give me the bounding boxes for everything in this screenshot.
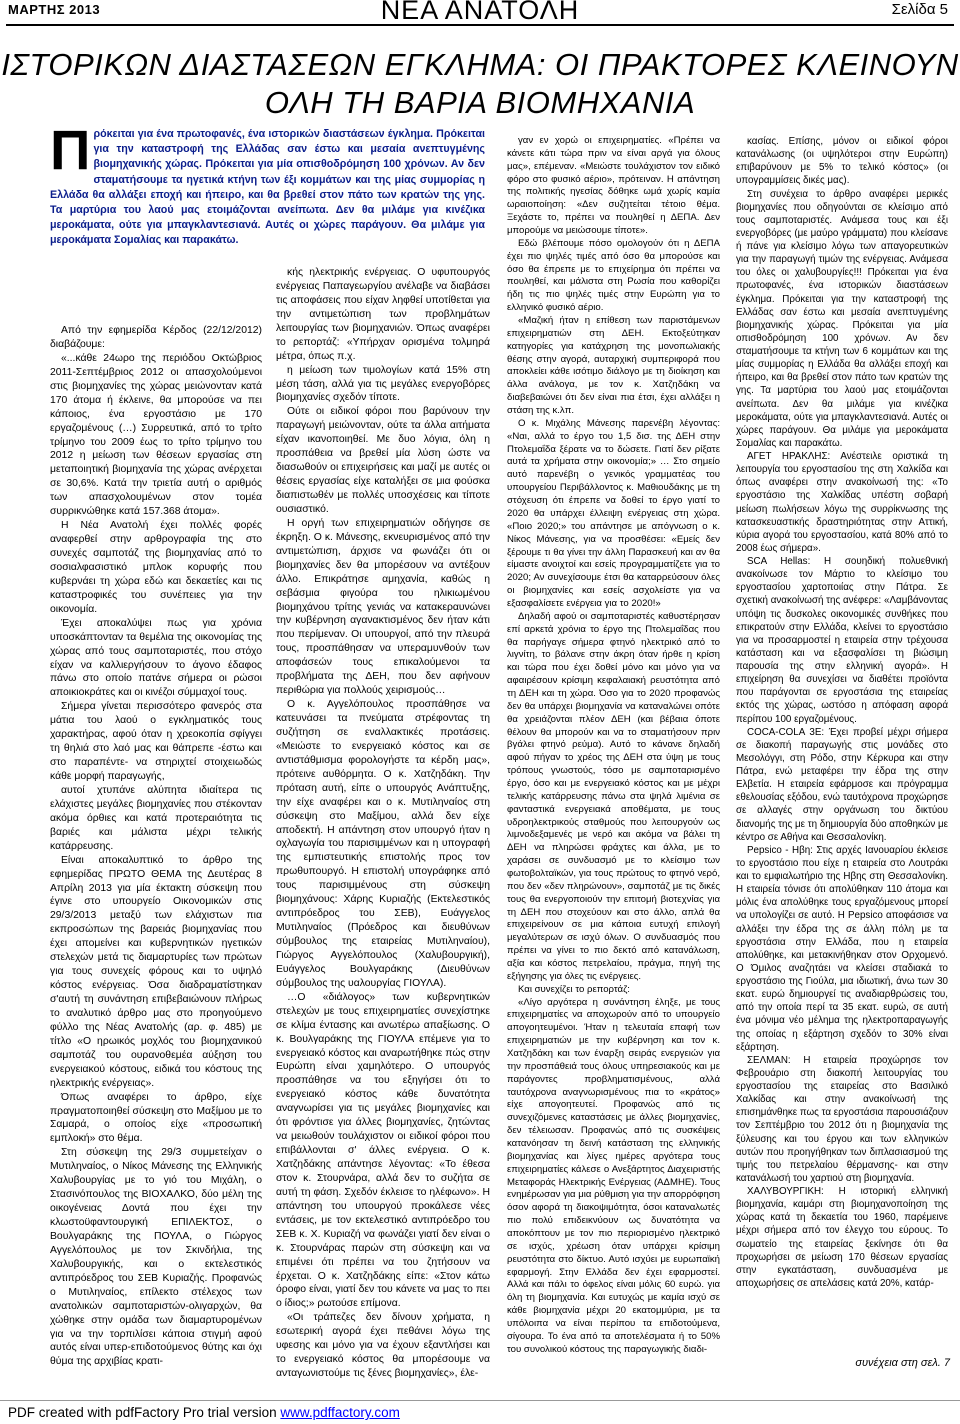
paragraph: Ούτε οι ειδικοί φόροι που βαρύνουν την παραγωγή μειώνονταν, ούτε τα άλλα αιτήματα είχαν ικανοποιηθεί. Με δυο λόγια, όλη η προσπάθεια να βρεθεί μία λύση ώστε να διασωθούν οι επιχειρήσεις και μαζί με αυτές οι θέσεις εργασίας είχε καταλήξει σε μια φούσκα διαπιστωθέν με πολλές υποσχέσεις και τίποτε ουσιαστικό. xyxy=(276,406,490,515)
paragraph: Δηλαδή αφού οι σαμποταριστές καθυστέρησαν επί αρκετά χρόνια το έργο της Πτολεμαΐδας που θα παρήγαγε σήμερα φτηνό ηλεκτρικό από το λιγνίτη, το βάλανε στην άκρη όταν ήρθε η κρίση και τώρα που έχει δοθεί μόνο και μόνο για να αφαιρέσουν κρίσιμη κεφαλαιακή ρευστότητα από τη ΔΕΗ και τη χώρα. Όσο για το 2020 προφανώς δεν θα υπάρχει βιομηχανία να καταναλώνει οπότε θα χρειάζονται πλέον ΔΕΗ (και βέβαια όποτε θέλουν θα μπορούν και να το σταματήσουν πριν βγάλει φτηνό ρεύμα). Αυτό το κάνανε δηλαδή αφού πήγαν το χρέος της ΔΕΗ στα ύψη με τους τρόπους γνωστούς, τόσο με σαμποταρισμένο έργο, όσο και με ενεργειακό κόστος και με μέχρι τελικής κατάρρευσης πάνω στα ψηλά λιμένια σε φανταστικά ενεργειακά αποθέματα, με τους υδροηλεκτρικούς σταθμούς που λειτουργούν ως λιμνοδεξαμενές με νερό και ακόμα να βάλει τη ΔΕΗ να πληρώσει φράχτες και άλλα, με το χαράσει σε συνδυασμό με το κλείσιμο των φωτοβολταϊκών, για τους πρώτους το φτηνό νερό, που δεν «δεν πληρώνουν», σαμποτάζ με τις δικές τους θα ενεργοποιούν την επιτομή βιοτεχνίας για τη ΔΕΗ που στοχεύουν και στο άλλο, απλά θα επιχειρείνουν σε μια κάποια ευτυχή επιλογή μεγαλύτερων σε ισχύ όλων. Ο συνδυασμός που πρέπει να γίνει το πιο δεκτό από κατανάλωση, αξία και κόστος πετρελαίου, πράγμα, πηγή της εξήγησης για όλες τις ενέργειες. xyxy=(507,610,720,982)
pdf-footer xyxy=(8,1405,400,1420)
paragraph: Pepsico - Ηβη: Στις αρχές Ιανουαρίου έκλεισε το εργοστάσιο που είχε η εταιρεία στο Λουτράκι και το εμφιαλωτήριο της Ηβης στη Θεσσαλονίκη. Η εταιρεία τόνισε ότι απολύθηκαν 110 άτομα και μόλις ένα απολύθηκε τους εργαζόμενους μπορεί να υπολογίζει σε αυτό. Η Pepsico αποφάσισε να αλλάξει την έδρα της σε άλλη πόλη με τα εργοστάσια στην Ελλάδα, που η εταιρεία απολύθηκε, και μετακινήθηκαν στον Ορχομενό. Ο Όμιλος αναζητάει να κλείσει σταδιακά το εργοστάσιο της Γιούλα, μια ιδιωτική, άνω των 30 εκατ. ευρώ δημιουργεί τις αναδιαρθρώσεις του, από την οποία περί τα 35 εκατ. ευρώ, σε αυτή ένα μόνιμα νέο μέλημα της ηλεκτροπαραγωγής της οποίας η εξάρτηση σχεδόν το 30% είναι εξάρτηση. xyxy=(736,844,948,1053)
drop-cap: Π xyxy=(50,118,91,181)
paragraph: «...κάθε 24ωρο της περιόδου Οκτώβριος 2011-Σεπτέμβριος 2012 οι απασχολούμενοι στις βιομηχανίες της χώρας μειώνονταν κατά 170 άτομα ή έκλεινε, θα μπορούσε να πει κάποιος, ένα εργοστάσιο με 170 εργαζομένους (…) Συρρευτικά, από το τρίτο τρίμηνο του 2009 έως το τρίτο τρίμηνο του 2012 η μείωση των θέσεων εργασίας στη μεταποιητική βιομηχανία της χώρας ανέρχεται σε 30,6%. Κατά την τριετία αυτή ο αριθμός των απασχολουμένων στον τομέα συρρικνώθηκε κατά 157.368 άτομα». xyxy=(50,352,262,518)
paragraph: SCA Hellas: Η σουηδική πολυεθνική ανακοίνωσε τον Μάρτιο το κλείσιμο του εργοστασίου χαρτοποιίας στην Πάτρα. Σε σχετική ανακοίνωσή της ανέφερε: «Λαμβάνοντας υπόψη τις δυσκολες οικονομικές συνθήκες που επικρατούν στην Ελλάδα, κλείνει το εργοστάσιο για να προσαρμοστεί η εταιρεία στην τρέχουσα κατάσταση και να εξασφαλίσει τη βιώσιμη παρουσία της στην ελληνική αγορά». Η επιχείρηση θα συνεχίσει να διαθέτει προϊόντα που παράγονται σε εργοστάσια της εταιρείας εκτός της χώρας, ωστόσο η απόφαση αφορά περίπου 100 εργαζομένους. xyxy=(736,556,948,725)
page-number: Σελίδα 5 xyxy=(891,1,948,18)
footer-link[interactable]: www.pdffactory.com xyxy=(280,1405,400,1420)
paragraph: «Οι τράπεζες δεν δίνουν χρήματα, η εσωτερική αγορά έχει πεθάνει λόγω της υφεσης και μόνο για να έχουν εξαντλήσει και το ενεργειακό κόστος θα μπορέσουμε να ανταγωνιστούμε τις ξένες βιομηχανίες», έλε- xyxy=(276,1312,490,1380)
paragraph: κασίας. Επίσης, μόνον οι ειδικοί φόροι κατανάλωσης (οι υψηλότεροι στην Ευρώπη) επιβαρύνουν με 5% το τελικό κόστος» (οι υπογραμμίσεις δικές μας). xyxy=(736,136,948,187)
article-headline xyxy=(0,46,960,122)
paragraph: Η οργή των επιχειρηματιών οδήγησε σε έκρηξη. Ο κ. Μάνεσης, εκνευρισμένος από την αντιμετώπιση, άρχισε να φωνάζει ότι οι βιομηχανίες δεν θα μπορέσουν να αντέξουν άλλο. Επικράτησε αμηχανία, καθώς η σεβάσμια φιγούρα του ηλικιωμένου βιομηχάνου τρίτης γενιάς να κατακεραυνώνει την κυβέρνηση αγανακτισμένος δεν ήταν κάτι που περίμεναν. Οι υπουργοί, από την πλευρά τους, προσπάθησαν να υπεραμυνθούν των αποφάσεών τους επικαλούμενοι τα προβλήματα της ΔΕΗ, που δεν αφήνουν περιθώρια για πολλούς χειρισμούς… xyxy=(276,517,490,697)
paragraph: Στη συνέχεια το άρθρο αναφέρει μερικές βιομηχανίες που οδηγούνται σε κλείσιμο από τους σαμποταριστές. Ανάμεσα τους και έξι ενεργοβόρες (με μαύρο γράμματα) που κλείσανε ή πάνε για κλείσιμο λόγω των απαγορευτικών για την παραγωγή τιμών της ενέργειας. Ανάμεσα του όλες οι χαλυβουργίες!!! Πρόκειται για ένα πρωτοφανές, ένα ιστορικών διαστάσεων έγκλημα. Πρόκειται για την καταστροφή της Ελλάδας σαν έστω και μεσαία ανεπτυγμένης βιομηχανικής χώρας. Πρόκειται για μία οπισθοδρόμηση 100 χρόνων. Αν δεν σταματήσουμε τα κτήνη των 6 κομμάτων και της μίας συμμορίας η Ελλάδα θα αλλάξει εποχή και ήπειρο, και θα βρεθεί στον πάτο των κρατών της γης. Τα μαρτύρια του λαού μας ετοιμάζονται ανείπωτα. Δεν θα μιλάμε για κινέζικα μεροκάματα, ούτε για μπαγκλαντεσιανά. Αυτές οι χώρες παράγουν. Θα μιλάμε για μεροκάματα Σομαλίας και παρακάτω. xyxy=(736,188,948,449)
paragraph: Είναι αποκαλυπτικό το άρθρο της εφημερίδας ΠΡΩΤΟ ΘΕΜΑ της Δευτέρας 8 Απρίλη 2013 για μία έκτακτη σύσκεψη που έγινε στο υπουργείο Οικονομικών στις 29/3/2013 μεταξύ των ελάχιστων πια εκπροσώπων της βαρειάς βιομηχανίας που έχει απομείνει και κυβερνητικών ηγετικών στελεχών μετά τις διαμαρτυρίες των πρώτων για τους συνεχείς φόρους και το υψηλό κόστος ενέργειας. Όσα διαδραματίστηκαν σ'αυτή τη συνάντηση επιβεβαιώνουν πλήρως το αναλυτικό άρθρο μας στο προηγούμενο φύλλο της Νέας Ανατολής (αρ. φ. 485) με τίτλο «Ο ηρωικός μοχλός του βιομηχανικού σαμποτάζ του ουρανοθεμέα αύξηση του ενεργειακού κόστους, ειδικά του κόστους της ηλεκτρικής ενέργειας». xyxy=(50,854,262,1089)
paragraph: Και συνεχίζει το ρεπορτάζ: xyxy=(518,983,630,995)
paragraph: ΧΑΛΥΒΟΥΡΓΙΚΗ: Η ιστορική ελληνική βιομηχανία, καμάρι στη βιομηχανοποίηση της χώρας κατά τη δεκαετία του 1960, παρέμεινε μέχρι σήμερα από τον έλεγχο του εύρους. Το σωματείο της εταιρείας ξεκίνησε ότι θα προχωρήσει σε μείωση 170 θέσεων εργασίας στην εγκατάσταση, συνδυασμένα με αποχωρήσεις σε απελάσεις κατά 20%, κατάρ- xyxy=(736,1186,948,1289)
paragraph: ΑΓΕΤ ΗΡΑΚΛΗΣ: Ανέστειλε οριστικά τη λειτουργία του εργοστασίου της στη Χαλκίδα και όπως αναφέρει στην ανακοίνωσή της: «Το εργοστάσιο της Χαλκίδας υπέστη σοβαρή μείωση πωλήσεων λόγω της συρρίκνωσης της κατασκευαστικής δραστηριότητας στην Αττική, κύρια αγορά του εργοστασίου, κατά 80% από το 2008 έως σήμερα». xyxy=(736,451,948,554)
paragraph: Από την εφημερίδα Κέρδος (22/12/2012) διαβάζουμε: xyxy=(50,325,262,350)
column-1 xyxy=(50,324,262,1369)
header-rule xyxy=(6,24,954,26)
lead-paragraph xyxy=(50,118,485,249)
newspaper-name: ΝΕΑ ΑΝΑΤΟΛΗ xyxy=(380,0,580,25)
issue-date: ΜΑΡΤΗΣ 2013 xyxy=(8,2,101,17)
paragraph: Η Νέα Ανατολή έχει πολλές φορές αναφερθεί στην αρθρογραφία της στο συνεχές σαμποτάζ της βιομηχανίας από το σοσιαλφασιστικό μπλοκ κορυφής που κυβερνάει τη χώρα εδώ και δεκαετίες και τις καταστροφικές του συνέπειες για την οικονομία. xyxy=(50,520,262,615)
headline-line-1: ΙΣΤΟΡΙΚΩΝ ΔΙΑΣΤΑΣΕΩΝ ΕΓΚΛΗΜΑ: ΟΙ ΠΡΑΚΤΟΡΕΣ ΚΛΕΙΝΟΥΝ xyxy=(1,47,959,82)
paragraph: γαν εν χορώ οι επιχειρηματίες. «Πρέπει να κάνετε κάτι τώρα πριν να είναι αργά για όλους μας», επέμεναν. «Μειώστε τουλάχιστον τον ειδικό φόρο στο φυσικό αέριο», πρότειναν. Η απάντηση της πολιτικής ηγεσίας δόθηκε ωμά χωρίς καμία ωραιοποίηση: «Δεν συζητείται τέτοιο θέμα. Ξεχάστε το, πρέπει να πουληθεί η ΔΕΠΑ. Δεν μπορούμε να μειώσουμε τίποτε». xyxy=(507,135,720,237)
paragraph: Ο κ. Μιχάλης Μάνεσης παρενέβη λέγοντας: «Ναι, αλλά το έργο του 1,5 δισ. της ΔΕΗ στην Πτολεμαΐδα ξέρατε να το δώσετε. Γιατί δεν ρίξατε αυτά τα χρήματα στην οικονομία;» … Στο σημείο αυτό παρενέβη ο γενικός γραμματέας του υπουργείου Περιβάλλοντος κ. Μαθιουδάκης με τη στόχευση ότι έπρεπε να δοθεί το έργο γιατί το 2020 θα υπάρχει έλλειψη ενέργειας στη χώρα. «Ποιο 2020;» του απάντησε με απόγνωση ο κ. Νίκος Μάνεσης, για να προσθέσει: «Εμείς δεν ξέρουμε τι θα γίνει την άλλη Παρασκευή και αν θα είμαστε ανοιχτοί και εσείς προγραμματίζετε για το 2020; Αν συνεχίσουμε έτσι θα καταρρεύσουν όλες οι βιομηχανίες και εσείς ασχολείστε για να εξασφαλίσετε ενέργεια για το 2020!» xyxy=(507,417,720,609)
continuation-note: συνέχεια στη σελ. 7 xyxy=(855,1357,950,1369)
paragraph: Σήμερα γίνεται περισσότερο φανερός στα μάτια του λαού ο εγκληματικός τους χαρακτήρας, αφού όταν η χρεοκοπία σφίγγει τη θηλιά στο λαό μας και θάπρεπε -έστω και στο παραπέντε- να στηριχτεί στοιχειωδώς κάθε μορφή παραγωγής, xyxy=(50,701,262,782)
paragraph: …Ο «διάλογος» των κυβερνητικών στελεχών με τους επιχειρηματίες συνεχίστηκε σε κλίμα έντασης και ανωτέρω απαξίωσης. Ο κ. Βουλγαράκης της ΓΙΟΥΛΑ επέμενε για το ενεργειακό κόστος και αναρωτήθηκε πώς στην Ευρώπη είναι χαμηλότερο. Ο υπουργός προσπάθησε να του εξηγήσει ότι το ενεργειακό κόστος κάθε δυνατότητα αναγνωρίσει για τις μεγάλες βιομηχανίες και ότι φρόντισε για άλλες βιομηχανίες, ζητώντας να μειωθούν τουλάχιστον οι ειδικοί φόροι που επιβάλλονται σ' άλλες ενέργεια. Ο κ. Χατζηδάκης απάντησε λέγοντας: «Το έθεσα στον κ. Στουρνάρα, αλλά δεν το συζήτα σε αυτή τη φάση. Σχεδόν έκλεισε το ηλέφωνο». Η απάντηση του υπουργού προκάλεσε νέες εντάσεις, με τον εκτελεστικό αντιπρόεδρο του ΣΕΒ κ. Χ. Κυριαζή να φωνάζει γιατί δεν είναι ο κ. Στουρνάρας παρών στη σύσκεψη και να επιμένει ότι πρέπει να του ζητήσουν να έρχεται. Ο κ. Χατζηδάκης είπε: «Στον κάτω όροφο είναι, γιατί δεν του κάνετε να μας το πει ο ίδιος;» ρωτούσε επίμονα. xyxy=(276,991,490,1310)
column-4 xyxy=(736,135,948,1290)
headline-line-2: ΟΛΗ ΤΗ ΒΑΡΙΑ ΒΙΟΜΗΧΑΝΙΑ xyxy=(264,85,696,120)
paragraph: «Μαζική ήταν η επίθεση των παριστάμενων επιχειρηματιών στη ΔΕΗ. Εκτοξεύτηκαν κατηγορίες για κατάχρηση της μονοπωλιακής θέσης στην αγορά, αυταρχική συμπεριφορά που αποκλείει κάθε ισότιμο διάλογο με τη διοίκηση και άλλα ανάλογα, με τον κ. Χατζηδάκη να διαβεβαιώνει ότι δεν είναι πια έτσι, έχει αλλάξει η στάση της κ.λπ. xyxy=(507,315,720,417)
paragraph: αυτοί χτυπάνε αλύπητα ιδιαίτερα τις ελάχιστες μεγάλες βιομηχανίες που στέκονταν ακόμα όρθιες και κατά προτεραιότητα τις βαριές και μάλιστα μέχρι τελικής κατάρρευσης. xyxy=(50,784,262,852)
paragraph: η μείωση των τιμολογίων κατά 15% στη μέση τάση, αλλά για τις μεγάλες ενεργοβόρες βιομηχανίες σχεδόν τίποτε. xyxy=(276,364,490,404)
paragraph: COCA-COLA 3E: Έχει προβεί μέχρι σήμερα σε διακοπή παραγωγής στις μονάδες στο Μεσολόγγι, στη Ρόδο, στην Κέρκυρα και στην Πάτρα, ενώ μεταφέρει την έδρα της στην Ελβετία. Η εταιρεία εφάρμοσε και πρόγραμμα εθελουσίας εξόδου, ενώ ταυτόχρονα προχώρησε σε αλλαγές στην οργάνωση του δικτύου διανομής της με τη δημιουργία δύο αποθηκών με κέντρο σε Αθήνα και Θεσσαλονίκη. xyxy=(736,726,948,843)
paragraph: Ο κ. Αγγελόπουλος προσπάθησε να κατευνάσει τα πνεύματα στρέφοντας τη συζήτηση σε εναλλακτικές προτάσεις. «Μειώστε το ενεργειακό κόστος και σε αντιστάθμισμα φορολογήστε τα κέρδη μας», πρότεινε αυθόρμητα. Ο κ. Χατζηδάκη. Την πρόταση αυτή, είπε ο υπουργός Ανάπτυξης, την είχε αναφέρει και ο κ. Μυτιληναίος στη σύσκεψη στο Μαξίμου, αλλά δεν είχε αποδεκτή. Η απάντηση στον υπουργό ήταν η οχλαγωγία του παρισιμμένων και η υπογραφή της εμπιστευτικής επιστολής προς τον πρωθυπουργό. Η επιστολή υπογράφηκε από τους παρισιμμένους στη σύσκεψη βιομηχάνους: Χάρης Κυριαζής (Εκτελεστικός αντιπρόεδρος του ΣΕΒ), Ευάγγελος Μυτιληναίος (Πρόεδρος και διευθύνων σύμβουλος της εταιρείας Μυτιληναίου), Γιώργος Αγγελόπουλος (Χαλυβουργική), Ευάγγελος Βουλγαράκης (Διευθύνων σύμβουλος της υαλουργίας ΓΙΟΥΛΑ). xyxy=(276,699,490,989)
footer-rule xyxy=(0,1400,960,1401)
paragraph: Όπως αναφέρει το άρθρο, είχε πραγματοποιηθεί σύσκεψη στο Μαξίμου με το Σαμαρά, ο οποίος είχε «προσωπική εμπλοκή» στο θέμα. xyxy=(50,1091,262,1145)
page-header xyxy=(0,0,960,24)
column-3 xyxy=(507,135,720,1357)
paragraph: ΣΕΛΜΑΝ: Η εταιρεία προχώρησε τον Φεβρουάριο στη διακοπή λειτουργίας του εργοστασίου της εταιρείας στο Βασιλικό Χαλκίδας και στην ανακοίνωσή της επισημάνθηκε πως τα εργοστάσια παρουσιάζουν τον Σεπτέμβριο του 2012 ότι η βιομηχανία της ξύλευσης και του έργου και των ελληνικών αυτών που προηγήθηκαν των διπλασιασμού της τιμής του πετρελαίου θέρμανσης- και στην κατανάλωσή του χαρτιού στη βιομηχανία. xyxy=(736,1054,948,1184)
lead-text: ρόκειται για ένα πρωτοφανές, ένα ιστορικών διαστάσεων έγκλημα. Πρόκειται για την καταστροφή της Ελλάδας σαν έστω και μεσαία ανεπτυγμένης βιομηχανικής χώρας. Πρόκειται για μία οπισθοδρόμηση 100 χρόνων. Αν δεν σταματήσουμε τα ηγετικά κτήνη των έξι κομμάτων και της μίας συμμορίας η Ελλάδα θα αλλάξει εποχή και ήπειρο, και θα βρεθεί στον πάτο των κρατών της γης. Τα μαρτύρια του λαού μας ετοιμάζονται ανείπωτα. Δεν θα μιλάμε για κινέζικα μεροκάματα, ούτε για μπαγκλαντεσιανά. Αυτές οι χώρες παράγουν. Θα μιλάμε για μεροκάματα Σομαλίας και παρακάτω. xyxy=(50,128,485,247)
column-2 xyxy=(276,266,490,1381)
paragraph: Στη σύσκεψη της 29/3 συμμετείχαν ο Μυτιληναίος, ο Νίκος Μάνεσης της Ελληνικής Χαλυβουργίας με το γιό του Μιχάλη, ο Στασινόπουλος της ΒΙΟΧΑΛΚΟ, δύο μέλη της οικογένειας Δοντά που έχει την κλωστοϋφαντουργική ΕΠΙΛΕΚΤΟΣ, ο Βουλγαράκης της ΠΟΥΛΑ, ο Γιώργος Αγγελόπουλος με τον Σκινδήλια, της Χαλυβουργικής, και ο εκτελεστικός αντιπρόεδρος του ΣΕΒ Κυριαζής. Προφανώς ο Μυτιληναίος, επίλεκτο στέλεχος των ανατολικών σαμποταριστών-ολιγαρχών, θα χώθηκε στην ομάδα των διαμαρτυρομένων για να την τορπιλίσει κάποια στιγμή αφού αυτός είναι υπερ-επιδοτούμενος θύτης και όχι θύμα της αρχιβίας κρατι- xyxy=(50,1147,262,1368)
paragraph: «Λίγο αργότερα η συνάντηση έληξε, με τους επιχειρηματίες να αποχωρούν από το υπουργείο απογοητευμένοι. Ήταν η τελευταία επαφή των επιχειρηματιών με την κυβέρνηση και τον κ. Χατζηδάκη και των έναρξη σειράς ενεργειών για την προσπάθειά τους όλους υπηρεσιακούς και με παράγοντες προβληματισμένους, αλλά ταυτόχρονα αναγνωρισμένους πια το «κράτος» είχε απογοητευτεί. Προφανώς από τις συνεχιζόμενες καταστάσεις με άλλες βιομηχανίες, δεν τέλειωσαν. Προφανώς από τις συσκέψεις κατανόησαν τη δεινή κατάσταση της ελληνικής βιομηχανίας και λίγες ημέρες αργότερα τους επιχειρηματίες κάλεσε ο Ανεξάρτητος Διαχειριστής Μεταφοράς Ηλεκτρικής Ενέργειας (ΑΔΜΗΕ). Τους ενημέρωσαν για μια ρύθμιση για την απορρόφηση όσον αφορά τη διακοψιμότητα, όσοι καταναλωτές πιο πολύ επιδεικνύουν ως δυνατότητα να αποκόπτουν με τον πιο περιορισμένο ηλεκτρικό σε ισχύς, χρέωση όταν υπάρχει κρίσιμη ρευστότητα στο δίκτυο. Αυτό ισχύει με ευρωπαϊκή εφαρμογή. Στην Ελλάδα δεν έχει εφαρμοστεί. Αλλά και πάλι το όφελος είναι μόλις 60 ευρώ. για όλη τη βιομηχανία. Και ευτυχώς με καμία ισχύ σε κάθε βιομηχανία μέχρι 20 εκατομμύρια, με τα υπόλοιπα να είναι περίπου τα επιδοτούμενα, σίγουρα. Το ένα από τα αποτελέσματα ή το 50% του συνολικού κόστους της παραγωγικής διαδι- xyxy=(507,996,720,1355)
paragraph: Έχει αποκαλύψει πως για χρόνια υποσκάπτονταν τα θεμέλια της οικονομίας της χώρας από τους σαμποταριστές, που στόχο είχαν να καλλιεργήσουν το άγονο έδαφος πάνω στο οποίο πατάνε σήμερα οι ρώσοι αποικιοκράτες και οι κινέζοι σύμμαχοί τους. xyxy=(50,617,262,699)
footer-text: PDF created with pdfFactory Pro trial version xyxy=(8,1405,277,1420)
paragraph: Εδώ βλέπουμε πόσο ομολογούν ότι η ΔΕΠΑ έχει πιο ψηλές τιμές από όσο θα μπορούσε και όσο θα έπρεπε με το επιχείρημα ότι πρέπει να πουληθεί, και μάλιστα στη Ρωσία που καθορίζει ήδη τις πιο ψηλές τιμές στην Ευρώπη για το ελληνικό φυσικό αέριο. xyxy=(507,237,720,314)
paragraph: κής ηλεκτρικής ενέργειας. Ο υφυπουργός ενέργειας Παπαγεωργίου ανέλαβε να διαβάσει τις αποφάσεις που είχαν ληφθεί υποτίθεται για την αντιμετώπιση των προβλημάτων λειτουργίας των βιομηχανιών. Όπως αναφέρει το ρεπορτάζ: «Υπήρχαν ορισμένα τολμηρά μέτρα, όπως π.χ. xyxy=(276,267,490,362)
